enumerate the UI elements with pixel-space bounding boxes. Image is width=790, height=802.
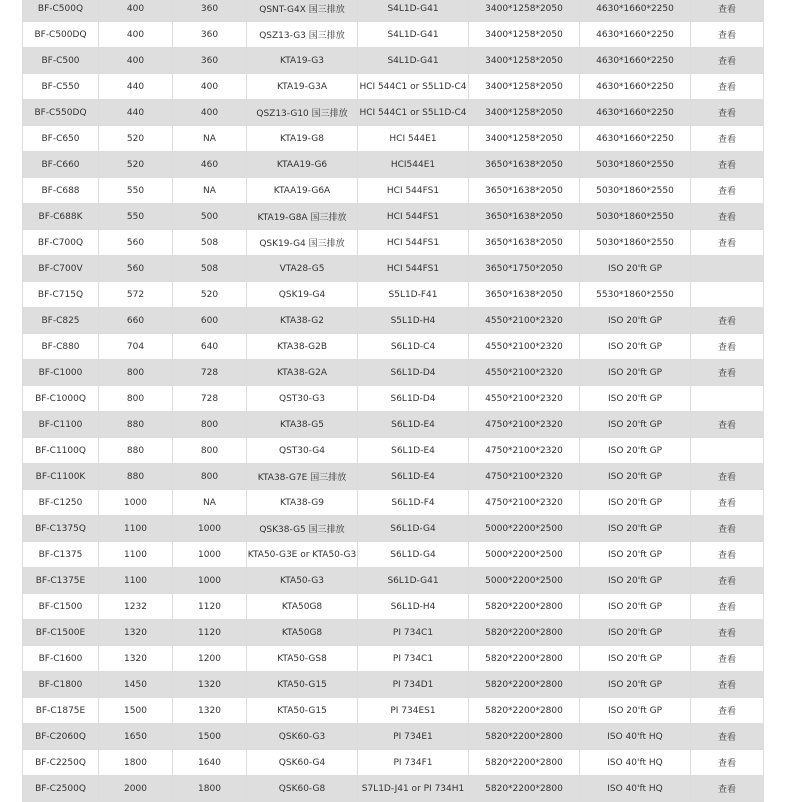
- alternator-cell: HCI 544FS1: [358, 178, 469, 204]
- table-row: [23, 568, 764, 594]
- view-link[interactable]: 查看: [691, 776, 764, 802]
- standby-power-cell: 508: [173, 256, 247, 282]
- prime-power-cell: 400: [99, 48, 173, 74]
- engine-cell: QST30-G4: [247, 438, 358, 464]
- open-size-cell: 5820*2200*2800: [469, 594, 580, 620]
- alternator-cell: PI 734C1: [358, 620, 469, 646]
- engine-cell: KTA50G8: [247, 594, 358, 620]
- prime-power-cell: 1320: [99, 646, 173, 672]
- view-link[interactable]: 查看: [691, 334, 764, 360]
- container-size-cell: ISO 40'ft HQ: [580, 724, 691, 750]
- model-cell: BF-C1375: [23, 542, 99, 568]
- container-size-cell: ISO 20'ft GP: [580, 646, 691, 672]
- standby-power-cell: 728: [173, 386, 247, 412]
- prime-power-cell: 1450: [99, 672, 173, 698]
- engine-cell: KTA50-G3: [247, 568, 358, 594]
- view-link[interactable]: 查看: [691, 750, 764, 776]
- prime-power-cell: 520: [99, 152, 173, 178]
- prime-power-cell: 560: [99, 230, 173, 256]
- view-link[interactable]: 查看: [691, 48, 764, 74]
- standby-power-cell: 1640: [173, 750, 247, 776]
- open-size-cell: 4750*2100*2320: [469, 490, 580, 516]
- alternator-cell: S6L1D-D4: [358, 386, 469, 412]
- open-size-cell: 5820*2200*2800: [469, 776, 580, 802]
- open-size-cell: 4550*2100*2320: [469, 308, 580, 334]
- table-row: [23, 152, 764, 178]
- view-link[interactable]: 查看: [691, 0, 764, 22]
- prime-power-cell: 550: [99, 178, 173, 204]
- container-size-cell: 4630*1660*2250: [580, 22, 691, 48]
- table-row: [23, 464, 764, 490]
- model-cell: BF-C1600: [23, 646, 99, 672]
- table-row: [23, 724, 764, 750]
- open-size-cell: 3400*1258*2050: [469, 22, 580, 48]
- view-link[interactable]: 查看: [691, 126, 764, 152]
- alternator-cell: S6L1D-E4: [358, 412, 469, 438]
- standby-power-cell: 728: [173, 360, 247, 386]
- table-row: [23, 594, 764, 620]
- standby-power-cell: 460: [173, 152, 247, 178]
- engine-cell: KTA50-GS8: [247, 646, 358, 672]
- engine-cell: QSK38-G5 国三排放: [247, 516, 358, 542]
- container-size-cell: 5530*1860*2550: [580, 282, 691, 308]
- alternator-cell: S4L1D-G41: [358, 48, 469, 74]
- model-cell: BF-C500: [23, 48, 99, 74]
- open-size-cell: 3650*1638*2050: [469, 152, 580, 178]
- alternator-cell: S6L1D-D4: [358, 360, 469, 386]
- container-size-cell: ISO 20'ft GP: [580, 516, 691, 542]
- prime-power-cell: 572: [99, 282, 173, 308]
- alternator-cell: PI 734ES1: [358, 698, 469, 724]
- engine-cell: QSK60-G3: [247, 724, 358, 750]
- model-cell: BF-C660: [23, 152, 99, 178]
- alternator-cell: PI 734D1: [358, 672, 469, 698]
- engine-cell: KTA19-G8: [247, 126, 358, 152]
- container-size-cell: 4630*1660*2250: [580, 48, 691, 74]
- standby-power-cell: NA: [173, 490, 247, 516]
- alternator-cell: S6L1D-H4: [358, 594, 469, 620]
- standby-power-cell: 400: [173, 74, 247, 100]
- alternator-cell: HCI 544C1 or S5L1D-C4: [358, 74, 469, 100]
- model-cell: BF-C500DQ: [23, 22, 99, 48]
- alternator-cell: S6L1D-E4: [358, 438, 469, 464]
- container-size-cell: 4630*1660*2250: [580, 0, 691, 22]
- alternator-cell: PI 734E1: [358, 724, 469, 750]
- view-link[interactable]: 查看: [691, 74, 764, 100]
- open-size-cell: 4750*2100*2320: [469, 412, 580, 438]
- table-row: [23, 386, 764, 412]
- prime-power-cell: 880: [99, 412, 173, 438]
- open-size-cell: 5820*2200*2800: [469, 672, 580, 698]
- view-link: [691, 438, 764, 464]
- prime-power-cell: 1000: [99, 490, 173, 516]
- table-row: [23, 542, 764, 568]
- prime-power-cell: 704: [99, 334, 173, 360]
- table-row: [23, 0, 764, 22]
- container-size-cell: ISO 20'ft GP: [580, 594, 691, 620]
- view-link: [691, 386, 764, 412]
- table-row: [23, 282, 764, 308]
- standby-power-cell: 1120: [173, 594, 247, 620]
- open-size-cell: 4750*2100*2320: [469, 464, 580, 490]
- alternator-cell: S6L1D-F4: [358, 490, 469, 516]
- model-cell: BF-C1100K: [23, 464, 99, 490]
- model-cell: BF-C1250: [23, 490, 99, 516]
- prime-power-cell: 800: [99, 360, 173, 386]
- open-size-cell: 3650*1750*2050: [469, 256, 580, 282]
- view-link[interactable]: 查看: [691, 698, 764, 724]
- model-cell: BF-C715Q: [23, 282, 99, 308]
- model-cell: BF-C700Q: [23, 230, 99, 256]
- standby-power-cell: 360: [173, 0, 247, 22]
- container-size-cell: ISO 20'ft GP: [580, 308, 691, 334]
- container-size-cell: ISO 20'ft GP: [580, 386, 691, 412]
- engine-cell: QSZ13-G10 国三排放: [247, 100, 358, 126]
- table-row: [23, 22, 764, 48]
- model-cell: BF-C2250Q: [23, 750, 99, 776]
- table-row: [23, 646, 764, 672]
- view-link[interactable]: 查看: [691, 100, 764, 126]
- standby-power-cell: NA: [173, 126, 247, 152]
- container-size-cell: ISO 20'ft GP: [580, 334, 691, 360]
- prime-power-cell: 800: [99, 386, 173, 412]
- standby-power-cell: 1120: [173, 620, 247, 646]
- engine-cell: KTA19-G8A 国三排放: [247, 204, 358, 230]
- model-cell: BF-C1000: [23, 360, 99, 386]
- model-cell: BF-C1375Q: [23, 516, 99, 542]
- container-size-cell: ISO 40'ft HQ: [580, 750, 691, 776]
- open-size-cell: 5000*2200*2500: [469, 516, 580, 542]
- model-cell: BF-C1100Q: [23, 438, 99, 464]
- model-cell: BF-C650: [23, 126, 99, 152]
- model-cell: BF-C1500E: [23, 620, 99, 646]
- view-link: [691, 282, 764, 308]
- container-size-cell: ISO 20'ft GP: [580, 464, 691, 490]
- standby-power-cell: 1200: [173, 646, 247, 672]
- spec-table-body: [23, 0, 764, 802]
- view-link: [691, 256, 764, 282]
- container-size-cell: ISO 20'ft GP: [580, 490, 691, 516]
- model-cell: BF-C1800: [23, 672, 99, 698]
- alternator-cell: HCI 544FS1: [358, 230, 469, 256]
- table-row: [23, 776, 764, 802]
- table-row: [23, 230, 764, 256]
- engine-cell: KTA19-G3: [247, 48, 358, 74]
- container-size-cell: ISO 20'ft GP: [580, 620, 691, 646]
- alternator-cell: S6L1D-G4: [358, 542, 469, 568]
- prime-power-cell: 1500: [99, 698, 173, 724]
- alternator-cell: HCI 544FS1: [358, 204, 469, 230]
- view-link[interactable]: 查看: [691, 594, 764, 620]
- prime-power-cell: 440: [99, 74, 173, 100]
- table-row: [23, 412, 764, 438]
- engine-cell: KTAA19-G6: [247, 152, 358, 178]
- model-cell: BF-C2060Q: [23, 724, 99, 750]
- open-size-cell: 5000*2200*2500: [469, 542, 580, 568]
- view-link[interactable]: 查看: [691, 490, 764, 516]
- engine-cell: KTA19-G3A: [247, 74, 358, 100]
- alternator-cell: S6L1D-G4: [358, 516, 469, 542]
- table-row: [23, 516, 764, 542]
- model-cell: BF-C688: [23, 178, 99, 204]
- standby-power-cell: 1000: [173, 542, 247, 568]
- standby-power-cell: 520: [173, 282, 247, 308]
- prime-power-cell: 1100: [99, 516, 173, 542]
- standby-power-cell: 800: [173, 412, 247, 438]
- alternator-cell: S6L1D-C4: [358, 334, 469, 360]
- open-size-cell: 3400*1258*2050: [469, 74, 580, 100]
- standby-power-cell: 1320: [173, 698, 247, 724]
- table-row: [23, 178, 764, 204]
- open-size-cell: 5820*2200*2800: [469, 750, 580, 776]
- alternator-cell: HCI 544C1 or S5L1D-C4: [358, 100, 469, 126]
- model-cell: BF-C1100: [23, 412, 99, 438]
- container-size-cell: ISO 20'ft GP: [580, 672, 691, 698]
- prime-power-cell: 1100: [99, 568, 173, 594]
- model-cell: BF-C700V: [23, 256, 99, 282]
- view-link[interactable]: 查看: [691, 646, 764, 672]
- alternator-cell: HCI 544FS1: [358, 256, 469, 282]
- table-row: [23, 308, 764, 334]
- model-cell: BF-C825: [23, 308, 99, 334]
- model-cell: BF-C688K: [23, 204, 99, 230]
- open-size-cell: 3650*1638*2050: [469, 204, 580, 230]
- standby-power-cell: 1320: [173, 672, 247, 698]
- spec-table: [22, 0, 764, 802]
- engine-cell: QST30-G3: [247, 386, 358, 412]
- engine-cell: QSK19-G4: [247, 282, 358, 308]
- standby-power-cell: 1000: [173, 516, 247, 542]
- prime-power-cell: 2000: [99, 776, 173, 802]
- standby-power-cell: 500: [173, 204, 247, 230]
- open-size-cell: 3650*1638*2050: [469, 178, 580, 204]
- table-row: [23, 490, 764, 516]
- standby-power-cell: 800: [173, 438, 247, 464]
- table-row: [23, 750, 764, 776]
- model-cell: BF-C880: [23, 334, 99, 360]
- model-cell: BF-C550DQ: [23, 100, 99, 126]
- alternator-cell: S6L1D-E4: [358, 464, 469, 490]
- model-cell: BF-C550: [23, 74, 99, 100]
- prime-power-cell: 1320: [99, 620, 173, 646]
- engine-cell: KTA38-G7E 国三排放: [247, 464, 358, 490]
- container-size-cell: ISO 20'ft GP: [580, 360, 691, 386]
- prime-power-cell: 1100: [99, 542, 173, 568]
- engine-cell: KTA38-G5: [247, 412, 358, 438]
- prime-power-cell: 440: [99, 100, 173, 126]
- view-link[interactable]: 查看: [691, 230, 764, 256]
- view-link[interactable]: 查看: [691, 464, 764, 490]
- prime-power-cell: 560: [99, 256, 173, 282]
- open-size-cell: 3650*1638*2050: [469, 230, 580, 256]
- engine-cell: KTA50-G15: [247, 672, 358, 698]
- standby-power-cell: 600: [173, 308, 247, 334]
- model-cell: BF-C500Q: [23, 0, 99, 22]
- open-size-cell: 4750*2100*2320: [469, 438, 580, 464]
- model-cell: BF-C2500Q: [23, 776, 99, 802]
- standby-power-cell: 508: [173, 230, 247, 256]
- open-size-cell: 4550*2100*2320: [469, 334, 580, 360]
- prime-power-cell: 550: [99, 204, 173, 230]
- engine-cell: KTA38-G9: [247, 490, 358, 516]
- alternator-cell: PI 734F1: [358, 750, 469, 776]
- alternator-cell: S7L1D-J41 or PI 734H1: [358, 776, 469, 802]
- table-row: [23, 334, 764, 360]
- model-cell: BF-C1375E: [23, 568, 99, 594]
- engine-cell: QSK60-G8: [247, 776, 358, 802]
- table-row: [23, 100, 764, 126]
- prime-power-cell: 660: [99, 308, 173, 334]
- alternator-cell: S6L1D-G41: [358, 568, 469, 594]
- prime-power-cell: 400: [99, 22, 173, 48]
- table-row: [23, 204, 764, 230]
- standby-power-cell: 1000: [173, 568, 247, 594]
- open-size-cell: 5820*2200*2800: [469, 698, 580, 724]
- engine-cell: KTA38-G2: [247, 308, 358, 334]
- prime-power-cell: 1232: [99, 594, 173, 620]
- view-link[interactable]: 查看: [691, 516, 764, 542]
- container-size-cell: ISO 20'ft GP: [580, 438, 691, 464]
- open-size-cell: 3400*1258*2050: [469, 0, 580, 22]
- table-row: [23, 256, 764, 282]
- view-link[interactable]: 查看: [691, 308, 764, 334]
- table-row: [23, 48, 764, 74]
- view-link[interactable]: 查看: [691, 204, 764, 230]
- container-size-cell: ISO 20'ft GP: [580, 256, 691, 282]
- container-size-cell: 5030*1860*2550: [580, 230, 691, 256]
- engine-cell: KTA38-G2B: [247, 334, 358, 360]
- standby-power-cell: 1500: [173, 724, 247, 750]
- prime-power-cell: 520: [99, 126, 173, 152]
- alternator-cell: S5L1D-F41: [358, 282, 469, 308]
- engine-cell: QSNT-G4X 国三排放: [247, 0, 358, 22]
- engine-cell: QSZ13-G3 国三排放: [247, 22, 358, 48]
- standby-power-cell: 360: [173, 48, 247, 74]
- prime-power-cell: 880: [99, 464, 173, 490]
- view-link[interactable]: 查看: [691, 22, 764, 48]
- view-link[interactable]: 查看: [691, 152, 764, 178]
- engine-cell: KTAA19-G6A: [247, 178, 358, 204]
- container-size-cell: ISO 20'ft GP: [580, 568, 691, 594]
- container-size-cell: 5030*1860*2550: [580, 178, 691, 204]
- open-size-cell: 3400*1258*2050: [469, 126, 580, 152]
- container-size-cell: 5030*1860*2550: [580, 204, 691, 230]
- view-link[interactable]: 查看: [691, 412, 764, 438]
- engine-cell: QSK19-G4 国三排放: [247, 230, 358, 256]
- engine-cell: KTA50-G3E or KTA50-G3: [247, 542, 358, 568]
- engine-cell: QSK60-G4: [247, 750, 358, 776]
- table-row: [23, 672, 764, 698]
- container-size-cell: ISO 20'ft GP: [580, 412, 691, 438]
- table-row: [23, 360, 764, 386]
- open-size-cell: 3400*1258*2050: [469, 100, 580, 126]
- standby-power-cell: 360: [173, 22, 247, 48]
- prime-power-cell: 880: [99, 438, 173, 464]
- open-size-cell: 4550*2100*2320: [469, 386, 580, 412]
- open-size-cell: 4550*2100*2320: [469, 360, 580, 386]
- view-link[interactable]: 查看: [691, 672, 764, 698]
- view-link[interactable]: 查看: [691, 178, 764, 204]
- alternator-cell: S4L1D-G41: [358, 0, 469, 22]
- open-size-cell: 5820*2200*2800: [469, 724, 580, 750]
- table-row: [23, 126, 764, 152]
- engine-cell: KTA50G8: [247, 620, 358, 646]
- container-size-cell: ISO 20'ft GP: [580, 698, 691, 724]
- engine-cell: VTA28-G5: [247, 256, 358, 282]
- alternator-cell: HCI544E1: [358, 152, 469, 178]
- alternator-cell: HCI 544E1: [358, 126, 469, 152]
- table-row: [23, 620, 764, 646]
- container-size-cell: ISO 40'ft HQ: [580, 776, 691, 802]
- view-link[interactable]: 查看: [691, 542, 764, 568]
- container-size-cell: 4630*1660*2250: [580, 100, 691, 126]
- engine-cell: KTA50-G15: [247, 698, 358, 724]
- open-size-cell: 3400*1258*2050: [469, 48, 580, 74]
- standby-power-cell: 800: [173, 464, 247, 490]
- model-cell: BF-C1500: [23, 594, 99, 620]
- container-size-cell: 4630*1660*2250: [580, 126, 691, 152]
- prime-power-cell: 1650: [99, 724, 173, 750]
- open-size-cell: 5820*2200*2800: [469, 620, 580, 646]
- prime-power-cell: 1800: [99, 750, 173, 776]
- standby-power-cell: 400: [173, 100, 247, 126]
- standby-power-cell: NA: [173, 178, 247, 204]
- standby-power-cell: 1800: [173, 776, 247, 802]
- alternator-cell: S5L1D-H4: [358, 308, 469, 334]
- table-row: [23, 74, 764, 100]
- container-size-cell: 4630*1660*2250: [580, 74, 691, 100]
- view-link[interactable]: 查看: [691, 568, 764, 594]
- open-size-cell: 3650*1638*2050: [469, 282, 580, 308]
- alternator-cell: S4L1D-G41: [358, 22, 469, 48]
- view-link[interactable]: 查看: [691, 360, 764, 386]
- table-row: [23, 438, 764, 464]
- standby-power-cell: 640: [173, 334, 247, 360]
- open-size-cell: 5000*2200*2500: [469, 568, 580, 594]
- container-size-cell: ISO 20'ft GP: [580, 542, 691, 568]
- container-size-cell: 5030*1860*2550: [580, 152, 691, 178]
- prime-power-cell: 400: [99, 0, 173, 22]
- table-row: [23, 698, 764, 724]
- view-link[interactable]: 查看: [691, 620, 764, 646]
- model-cell: BF-C1875E: [23, 698, 99, 724]
- view-link[interactable]: 查看: [691, 724, 764, 750]
- model-cell: BF-C1000Q: [23, 386, 99, 412]
- engine-cell: KTA38-G2A: [247, 360, 358, 386]
- alternator-cell: PI 734C1: [358, 646, 469, 672]
- open-size-cell: 5820*2200*2800: [469, 646, 580, 672]
